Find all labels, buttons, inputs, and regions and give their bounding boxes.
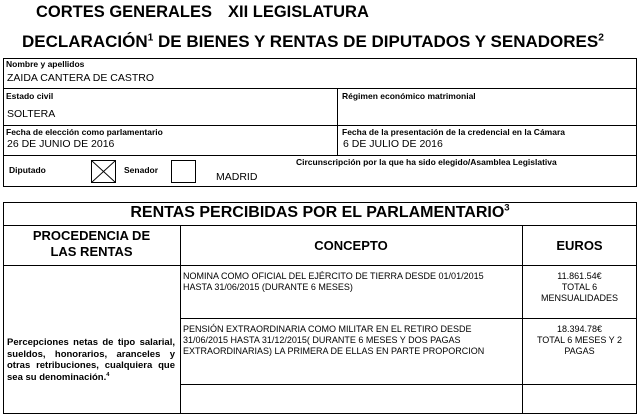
title-part2: DE BIENES Y RENTAS DE DIPUTADOS Y SENADORES [153, 32, 599, 51]
euros-line: 18.394.78€ [556, 324, 603, 334]
civil-status-label: Estado civil [6, 91, 54, 101]
institution-title: CORTES GENERALES [36, 3, 213, 21]
concept-line: EXTRAORDINARIAS) LA PRIMERA DE ELLAS EN PARTE PROPORCION [183, 346, 485, 356]
credential-date-label: Fecha de la presentación de la credencial en la Cámara [342, 127, 565, 137]
income-title-text: RENTAS PERCIBIDAS POR EL PARLAMENTARIO [130, 204, 505, 221]
procedencia-description-text: Percepciones netas de tipo salarial, sueldos, honorarios, aranceles y otras retribuciones, cualquiera que sea su denominación. [7, 337, 175, 383]
footnote-2: 2 [598, 32, 604, 44]
title-part1: DECLARACIÓN [22, 32, 148, 51]
euros-cell [522, 324, 637, 357]
income-table-title [3, 204, 637, 222]
concept-line: NOMINA COMO OFICIAL DEL EJÉRCITO DE TIERRA DESDE 01/01/2015 [183, 271, 484, 281]
election-date-value: 26 DE JUNIO DE 2016 [7, 138, 115, 150]
check-x-icon [92, 161, 115, 182]
election-date-label: Fecha de elección como parlamentario [6, 127, 163, 137]
name-value: ZAIDA CANTERA DE CASTRO [7, 72, 155, 84]
senador-checkbox[interactable] [171, 160, 196, 183]
procedencia-description [7, 337, 175, 383]
senador-label: Senador [124, 165, 159, 175]
civil-status-value: SOLTERA [7, 108, 56, 120]
constituency-value: MADRID [216, 171, 258, 183]
concepto-header: CONCEPTO [314, 238, 388, 253]
diputado-label: Diputado [9, 165, 46, 175]
credential-date-value: 6 DE JULIO DE 2016 [343, 138, 443, 150]
concept-line: HASTA 31/06/2015 (DURANTE 6 MESES) [183, 282, 353, 292]
name-label: Nombre y apellidos [6, 59, 85, 69]
diputado-checkbox[interactable] [91, 160, 116, 183]
footnote-1: 1 [147, 32, 154, 44]
euros-header: EUROS [556, 238, 603, 253]
euros-line: MENSUALIDADES [540, 293, 619, 303]
document-title [22, 32, 604, 52]
euros-line: TOTAL 6 [561, 282, 598, 292]
concept-line: 31/06/2015 HASTA 31/12/2015( DURANTE 6 MESES Y DOS PAGAS [183, 335, 461, 345]
procedencia-header-line1: PROCEDENCIA DE [32, 228, 151, 243]
euros-line: TOTAL 6 MESES Y 2 [536, 335, 623, 345]
constituency-label: Circunscripción por la que ha sido elegido/Asamblea Legislativa [296, 157, 557, 167]
table-row [183, 271, 521, 293]
euros-line: 11.861.54€ [557, 271, 602, 281]
footnote-3: 3 [504, 202, 510, 214]
procedencia-header [3, 228, 180, 260]
procedencia-header-line2: LAS RENTAS [50, 244, 133, 259]
euros-line: PAGAS [564, 346, 595, 356]
table-row [183, 324, 521, 357]
matrimonial-regime-label: Régimen económico matrimonial [342, 91, 476, 101]
concept-line: PENSIÓN EXTRAORDINARIA COMO MILITAR EN EL RETIRO DESDE [183, 324, 472, 334]
footnote-4: 4 [106, 371, 110, 378]
euros-cell [522, 271, 637, 304]
legislature-title: XII LEGISLATURA [228, 3, 369, 21]
